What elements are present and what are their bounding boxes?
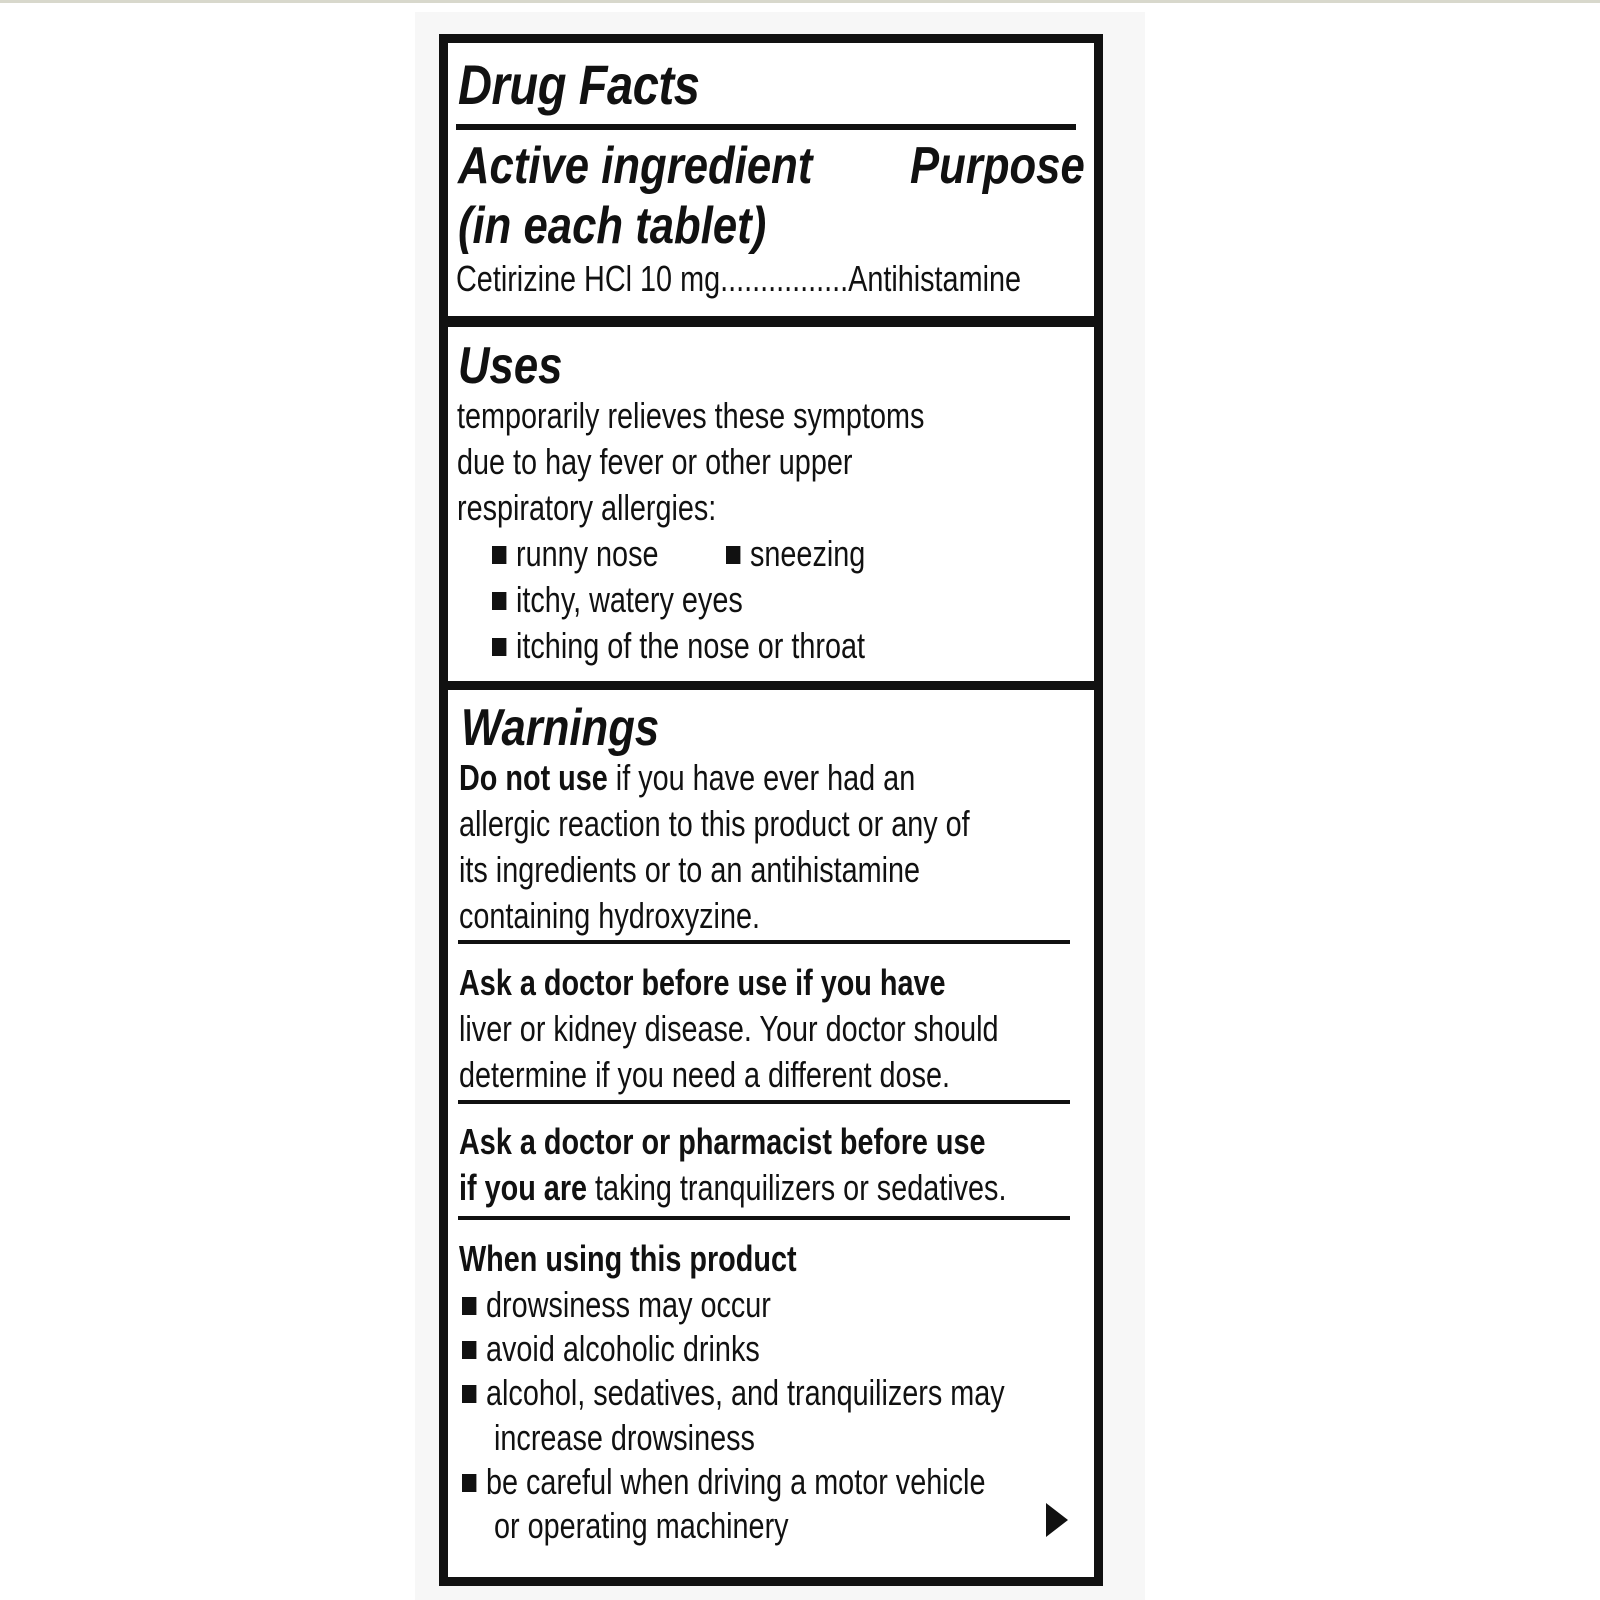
- active-ingredient-subheading: (in each tablet): [458, 197, 767, 255]
- do-not-use-text-line: its ingredients or to an antihistamine: [459, 849, 921, 890]
- warnings-divider: [458, 1216, 1070, 1220]
- square-bullet-icon: [492, 638, 506, 656]
- uses-bullet-item: itchy, watery eyes: [492, 579, 743, 621]
- when-using-continuation: increase drowsiness: [494, 1417, 755, 1458]
- active-ingredient-heading: Active ingredient: [458, 137, 813, 195]
- uses-heading: Uses: [458, 337, 563, 395]
- when-using-continuation: or operating machinery: [494, 1505, 789, 1546]
- active-ingredient-row: [456, 258, 1021, 300]
- ask-doctor-text-line: liver or kidney disease. Your doctor should: [459, 1008, 999, 1049]
- ask-pharmacist-bold: if you are: [459, 1167, 588, 1208]
- continue-arrow-icon: [1046, 1503, 1068, 1537]
- square-bullet-icon: [462, 1341, 476, 1359]
- warnings-heading: Warnings: [461, 699, 660, 757]
- square-bullet-icon: [462, 1474, 476, 1492]
- when-using-bullet-item: be careful when driving a motor vehicle: [462, 1461, 985, 1503]
- top-edge-line: [0, 0, 1600, 3]
- do-not-use-text-line: containing hydroxyzine.: [459, 895, 760, 936]
- uses-text-line: respiratory allergies:: [457, 487, 717, 528]
- square-bullet-icon: [492, 592, 506, 610]
- ask-doctor-heading: Ask a doctor before use if you have: [459, 962, 946, 1003]
- ingredient-name: Cetirizine HCl 10 mg: [456, 258, 721, 299]
- uses-text-line: due to hay fever or other upper: [457, 441, 853, 482]
- ask-pharmacist-text-line: if you are taking tranquilizers or sedatives.: [459, 1167, 1007, 1208]
- do-not-use-line: Do not use if you have ever had an: [459, 757, 916, 798]
- do-not-use-label: Do not use: [459, 757, 608, 798]
- leader-dots: ................: [720, 258, 849, 299]
- uses-text-line: temporarily relieves these symptoms: [457, 395, 925, 436]
- when-using-heading: When using this product: [459, 1238, 797, 1279]
- uses-bullet-item: runny nose: [492, 533, 659, 575]
- do-not-use-text-line: allergic reaction to this product or any of: [459, 803, 970, 844]
- drug-facts-title: Drug Facts: [458, 53, 700, 116]
- ingredient-purpose: Antihistamine: [848, 258, 1021, 299]
- square-bullet-icon: [726, 546, 740, 564]
- warnings-divider: [458, 940, 1070, 944]
- when-using-bullet-item: avoid alcoholic drinks: [462, 1328, 760, 1370]
- uses-bullet-item: itching of the nose or throat: [492, 625, 865, 667]
- square-bullet-icon: [462, 1385, 476, 1403]
- purpose-heading: Purpose: [910, 137, 1085, 195]
- square-bullet-icon: [462, 1297, 476, 1315]
- when-using-bullet-item: alcohol, sedatives, and tranquilizers may: [462, 1372, 1005, 1414]
- ask-doctor-text-line: determine if you need a different dose.: [459, 1054, 950, 1095]
- ask-pharmacist-heading: Ask a doctor or pharmacist before use: [459, 1121, 986, 1162]
- square-bullet-icon: [492, 546, 506, 564]
- uses-bullet-item: sneezing: [726, 533, 865, 575]
- when-using-bullet-item: drowsiness may occur: [462, 1284, 771, 1326]
- title-divider: [456, 124, 1076, 130]
- warnings-divider: [458, 1100, 1070, 1104]
